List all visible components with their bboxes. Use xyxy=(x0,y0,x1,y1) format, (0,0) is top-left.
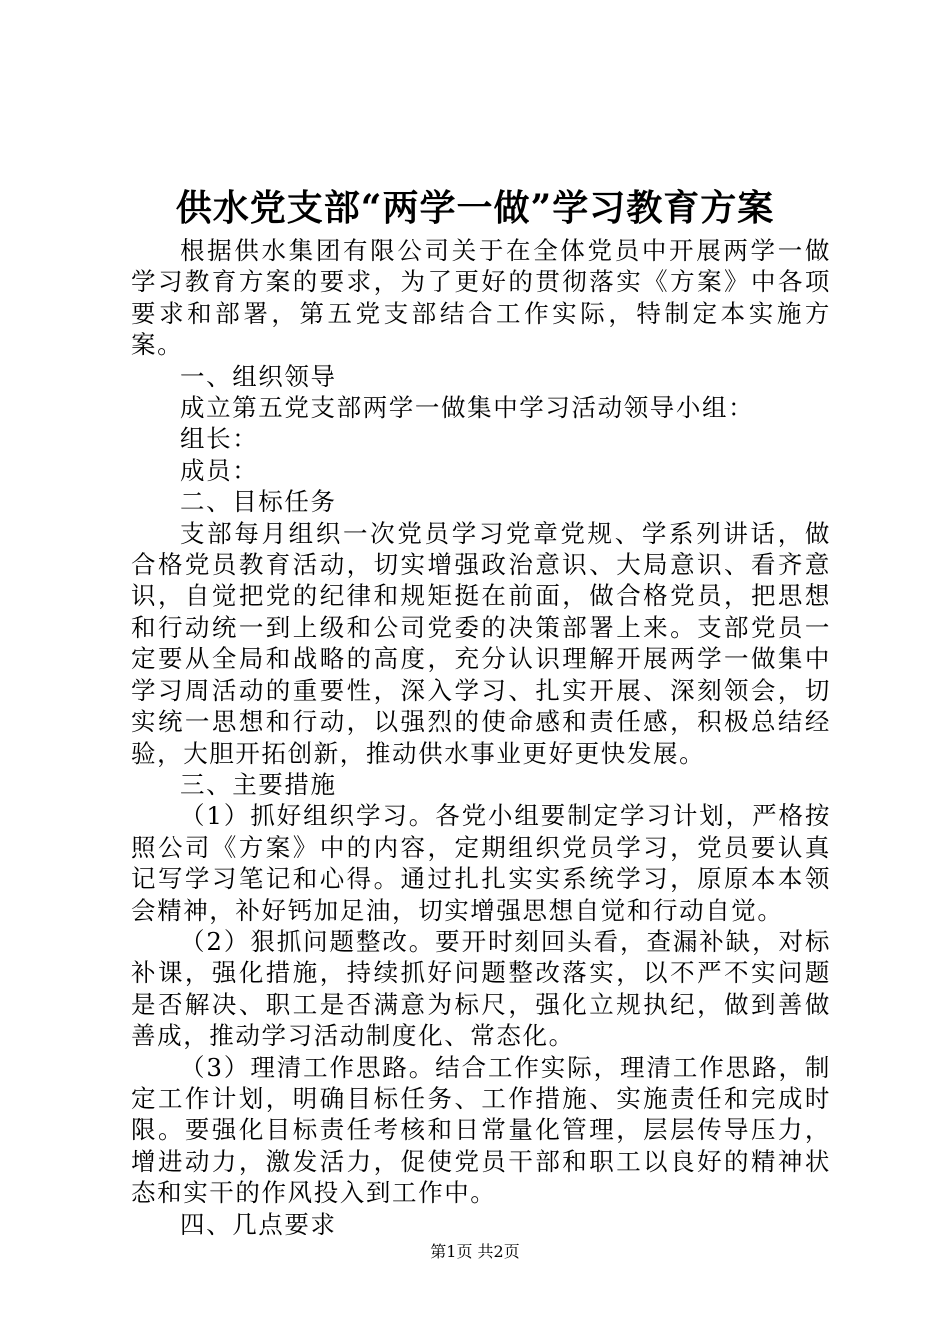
paragraph-goals: 支部每月组织一次党员学习党章党规、学系列讲话，做合格党员教育活动，切实增强政治意识、大局意识、看齐意识，自觉把党的纪律和规矩挺在前面，做合格党员，把思想和行动统一到上级和公司党委的决策部署上来。支部党员一定要从全局和战略的高度，充分认识理解开展两学一做集中学习周活动的重要性，深入学习、扎实开展、深刻领会，切实统一思想和行动，以强烈的使命感和责任感，积极总结经验，大胆开拓创新，推动供水事业更好更快发展。 xyxy=(131,518,831,768)
paragraph-measure-3: （3）理清工作思路。结合工作实际，理清工作思路，制定工作计划，明确目标任务、工作措施、实施责任和完成时限。要强化目标责任考核和日常量化管理，层层传导压力，增进动力，激发活力，促使党员干部和职工以良好的精神状态和实干的作风投入到工作中。 xyxy=(131,1052,831,1208)
paragraph-group-members: 成员： xyxy=(180,455,259,485)
paragraph-leading-group: 成立第五党支部两学一做集中学习活动领导小组： xyxy=(180,393,755,423)
paragraph-measure-2: （2）狠抓问题整改。要开时刻回头看，查漏补缺，对标补课，强化措施，持续抓好问题整改落实，以不严不实问题是否解决、职工是否满意为标尺，强化立规执纪，做到善做善成，推动学习活动制度化、常态化。 xyxy=(131,926,831,1051)
document-title: 供水党支部“两学一做”学习教育方案 xyxy=(175,187,775,229)
section-heading-organization: 一、组织领导 xyxy=(180,361,337,391)
document-body xyxy=(131,235,831,1240)
paragraph-measure-1: （1）抓好组织学习。各党小组要制定学习计划，严格按照公司《方案》中的内容，定期组织党员学习，党员要认真记写学习笔记和心得。通过扎扎实实系统学习，原原本本领会精神，补好钙加足油，切实增强思想自觉和行动自觉。 xyxy=(131,801,831,925)
page-number: 第1页 xyxy=(430,1242,473,1261)
paragraph-intro: 根据供水集团有限公司关于在全体党员中开展两学一做学习教育方案的要求，为了更好的贯彻落实《方案》中各项要求和部署，第五党支部结合工作实际，特制定本实施方案。 xyxy=(131,236,831,360)
paragraph-group-leader: 组长： xyxy=(180,424,259,454)
section-heading-measures: 三、主要措施 xyxy=(180,769,337,799)
section-heading-goals: 二、目标任务 xyxy=(180,487,337,517)
page-total: 共2页 xyxy=(477,1242,520,1261)
section-heading-requirements: 四、几点要求 xyxy=(180,1209,337,1239)
page-footer xyxy=(0,1240,950,1264)
